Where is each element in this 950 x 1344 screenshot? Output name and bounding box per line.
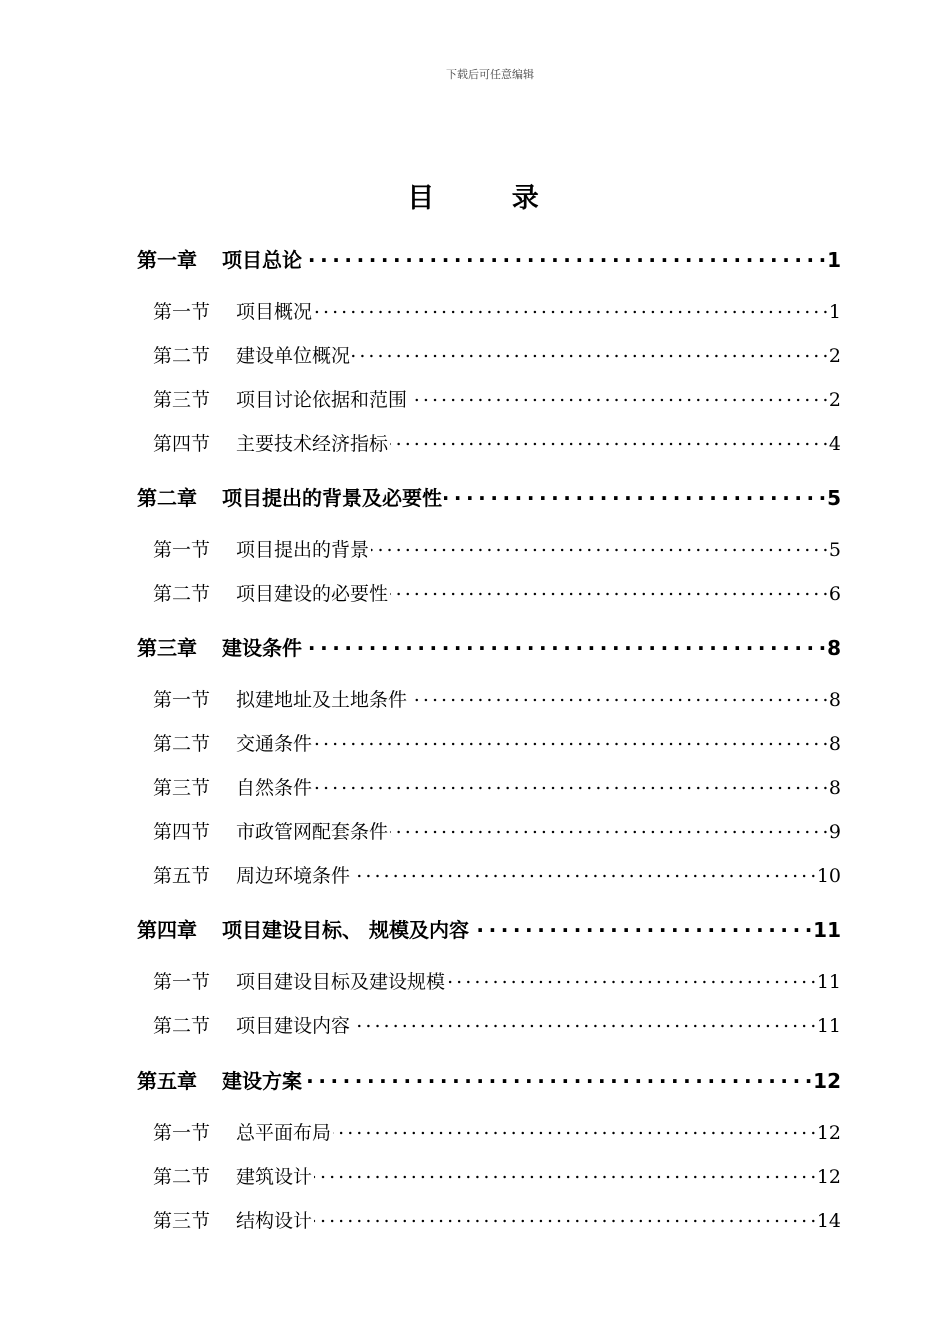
toc-entry-number: 第五章: [137, 1069, 197, 1093]
toc-entry-number: 第一节: [153, 971, 211, 993]
toc-section-row[interactable]: [153, 817, 841, 844]
toc-entry-title: 自然条件: [236, 777, 313, 799]
toc-dot-leader: [314, 299, 827, 318]
toc-entry-number: 第四节: [153, 433, 211, 455]
toc-entry-title: 项目概况: [236, 301, 313, 323]
toc-dot-leader: [409, 687, 827, 706]
toc-page-number: 2: [828, 389, 841, 411]
toc-entry-title: 周边环境条件: [236, 865, 351, 887]
toc-dot-leader: [304, 635, 825, 655]
toc-dot-leader: [314, 1164, 815, 1183]
toc-dot-leader: [314, 1208, 815, 1227]
toc-entry-number: 第一节: [153, 539, 211, 561]
toc-page-number: 5: [828, 539, 841, 561]
toc-dot-leader: [304, 247, 825, 267]
toc-entry-title: 项目提出的背景及必要性: [222, 486, 442, 510]
toc-entry-title: 项目提出的背景: [236, 539, 370, 561]
toc-entry-title: 主要技术经济指标: [236, 433, 389, 455]
toc-dot-leader: [314, 731, 827, 750]
toc-section-row[interactable]: [153, 773, 841, 800]
toc-entry-number: 第二节: [153, 733, 211, 755]
toc-section-row[interactable]: [153, 385, 841, 412]
toc-dot-leader: [314, 775, 827, 794]
toc-entry-number: 第二节: [153, 345, 211, 367]
toc-entry-number: 第二节: [153, 1015, 211, 1037]
toc-entry-title: 建设方案: [222, 1069, 302, 1093]
toc-section-row[interactable]: [153, 967, 841, 994]
toc-entry-title: 项目建设目标、 规模及内容: [222, 918, 469, 942]
toc-section-row[interactable]: [153, 1206, 841, 1233]
toc-entry-title: 建筑设计: [236, 1166, 313, 1188]
toc-page-number: 11: [816, 1015, 841, 1037]
toc-entry-number: 第一章: [137, 248, 197, 272]
toc-entry-number: 第一节: [153, 301, 211, 323]
toc-section-row[interactable]: [153, 1011, 841, 1038]
toc-entry-title: 市政管网配套条件: [236, 821, 389, 843]
toc-entry-number: 第二节: [153, 1166, 211, 1188]
toc-page-number: 5: [827, 486, 841, 510]
toc-page-number: 12: [816, 1122, 841, 1144]
toc-entry-number: 第三章: [137, 636, 197, 660]
toc-dot-leader: [390, 581, 827, 600]
toc-entry-number: 第五节: [153, 865, 211, 887]
toc-entry-number: 第四节: [153, 821, 211, 843]
toc-section-row[interactable]: [153, 579, 841, 606]
toc-page-number: 6: [828, 583, 841, 605]
toc-page-number: 8: [828, 733, 841, 755]
toc-entry-number: 第三节: [153, 1210, 211, 1232]
toc-chapter-row[interactable]: [137, 1065, 841, 1094]
toc-chapter-row[interactable]: [137, 244, 841, 273]
toc-page-number: 8: [828, 689, 841, 711]
toc-dot-leader: [409, 387, 827, 406]
toc-page-number: 8: [827, 636, 841, 660]
toc-chapter-row[interactable]: [137, 914, 841, 943]
toc-page-number: 11: [813, 918, 841, 942]
toc-dot-leader: [371, 537, 827, 556]
toc-section-row[interactable]: [153, 1162, 841, 1189]
toc-entry-title: 建设单位概况: [236, 345, 351, 367]
toc-dot-leader: [471, 917, 811, 937]
toc-entry-title: 项目建设的必要性: [236, 583, 389, 605]
page-title: 目 录: [407, 183, 573, 214]
toc-entry-title: 建设条件: [222, 636, 302, 660]
toc-section-row[interactable]: [153, 685, 841, 712]
toc-entry-title: 项目建设内容: [236, 1015, 351, 1037]
toc-entry-title: 交通条件: [236, 733, 313, 755]
toc-entry-title: 项目讨论依据和范围: [236, 389, 408, 411]
toc-dot-leader: [352, 863, 815, 882]
toc-page-number: 12: [816, 1166, 841, 1188]
toc-entry-number: 第三节: [153, 389, 211, 411]
toc-entry-number: 第一节: [153, 1122, 211, 1144]
toc-dot-leader: [444, 485, 825, 505]
toc-section-row[interactable]: [153, 297, 841, 324]
toc-page-number: 12: [813, 1069, 841, 1093]
toc-dot-leader: [304, 1068, 811, 1088]
toc-page-number: 1: [828, 301, 841, 323]
toc-entry-title: 总平面布局: [236, 1122, 332, 1144]
toc-page-number: 14: [816, 1210, 841, 1232]
toc-section-row[interactable]: [153, 729, 841, 756]
toc-entry-title: 项目建设目标及建设规模: [236, 971, 446, 993]
toc-chapter-row[interactable]: [137, 632, 841, 661]
toc-page-number: 4: [828, 433, 841, 455]
toc-page-number: 9: [828, 821, 841, 843]
toc-page-number: 11: [816, 971, 841, 993]
toc-section-row[interactable]: [153, 861, 841, 888]
toc-dot-leader: [390, 819, 827, 838]
toc-dot-leader: [333, 1120, 815, 1139]
toc-dot-leader: [352, 1013, 815, 1032]
toc-entry-number: 第二节: [153, 583, 211, 605]
toc-section-row[interactable]: [153, 1118, 841, 1145]
toc-entry-title: 项目总论: [222, 248, 302, 272]
toc-entry-number: 第一节: [153, 689, 211, 711]
toc-entry-title: 拟建地址及土地条件: [236, 689, 408, 711]
toc-page-number: 1: [827, 248, 841, 272]
toc-entry-title: 结构设计: [236, 1210, 313, 1232]
toc-page-number: 8: [828, 777, 841, 799]
toc-entry-number: 第三节: [153, 777, 211, 799]
toc-entry-number: 第二章: [137, 486, 197, 510]
toc-dot-leader: [352, 343, 827, 362]
toc-section-row[interactable]: [153, 341, 841, 368]
toc-section-row[interactable]: [153, 535, 841, 562]
toc-entry-number: 第四章: [137, 918, 197, 942]
toc-chapter-row[interactable]: [137, 482, 841, 511]
toc-dot-leader: [447, 969, 815, 988]
toc-page-number: 2: [828, 345, 841, 367]
header-note: 下载后可任意编辑: [446, 68, 534, 81]
toc-dot-leader: [390, 431, 827, 450]
toc-page-number: 10: [816, 865, 841, 887]
toc-section-row[interactable]: [153, 429, 841, 456]
